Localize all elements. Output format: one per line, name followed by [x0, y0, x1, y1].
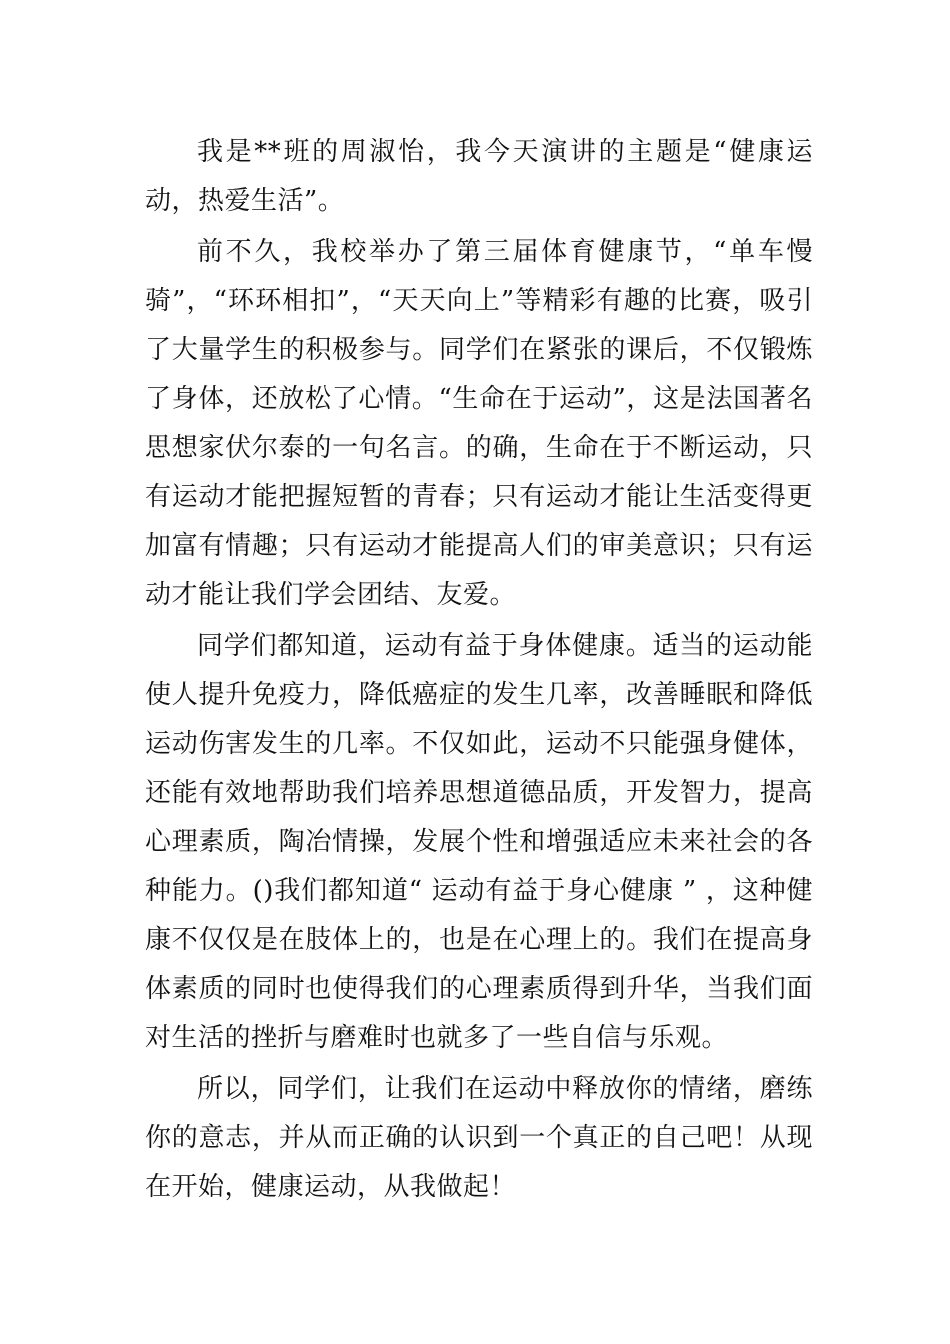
paragraph-health-festival: 前不久，我校举办了第三届体育健康节，“单车慢骑”，“环环相扣”，“天天向上”等精彩有趣的比赛，吸引了大量学生的积极参与。同学们在紧张的课后，不仅锻炼了身体，还放松了心情。“生命在于运动”，这是法国著名思想家伏尔泰的一句名言。的确，生命在于不断运动，只有运动才能把握短暂的青春；只有运动才能让生活变得更加富有情趣；只有运动才能提高人们的审美意识；只有运动才能让我们学会团结、友爱。 — [145, 237, 813, 610]
paragraph-benefits: 同学们都知道，运动有益于身体健康。适当的运动能使人提升免疫力，降低癌症的发生几率，改善睡眠和降低运动伤害发生的几率。不仅如此，运动不只能强身健体，还能有效地帮助我们培养思想道德品质，开发智力，提高心理素质，陶冶情操，发展个性和增强适应未来社会的各种能力。()我们都知道“ 运动有益于身心健康 ” ，这种健康不仅仅是在肢体上的，也是在心理上的。我们在提高身体素质的同时也使得我们的心理素质得到升华，当我们面对生活的挫折与磨难时也就多了一些自信与乐观。 — [145, 631, 813, 1053]
paragraph-conclusion: 所以，同学们，让我们在运动中释放你的情绪，磨练你的意志，并从而正确的认识到一个真正的自己吧！从现在开始，健康运动，从我做起！ — [145, 1074, 813, 1202]
speech-body — [145, 128, 813, 1214]
paragraph-intro: 我是**班的周淑怡，我今天演讲的主题是“健康运动，热爱生活”。 — [145, 137, 813, 216]
